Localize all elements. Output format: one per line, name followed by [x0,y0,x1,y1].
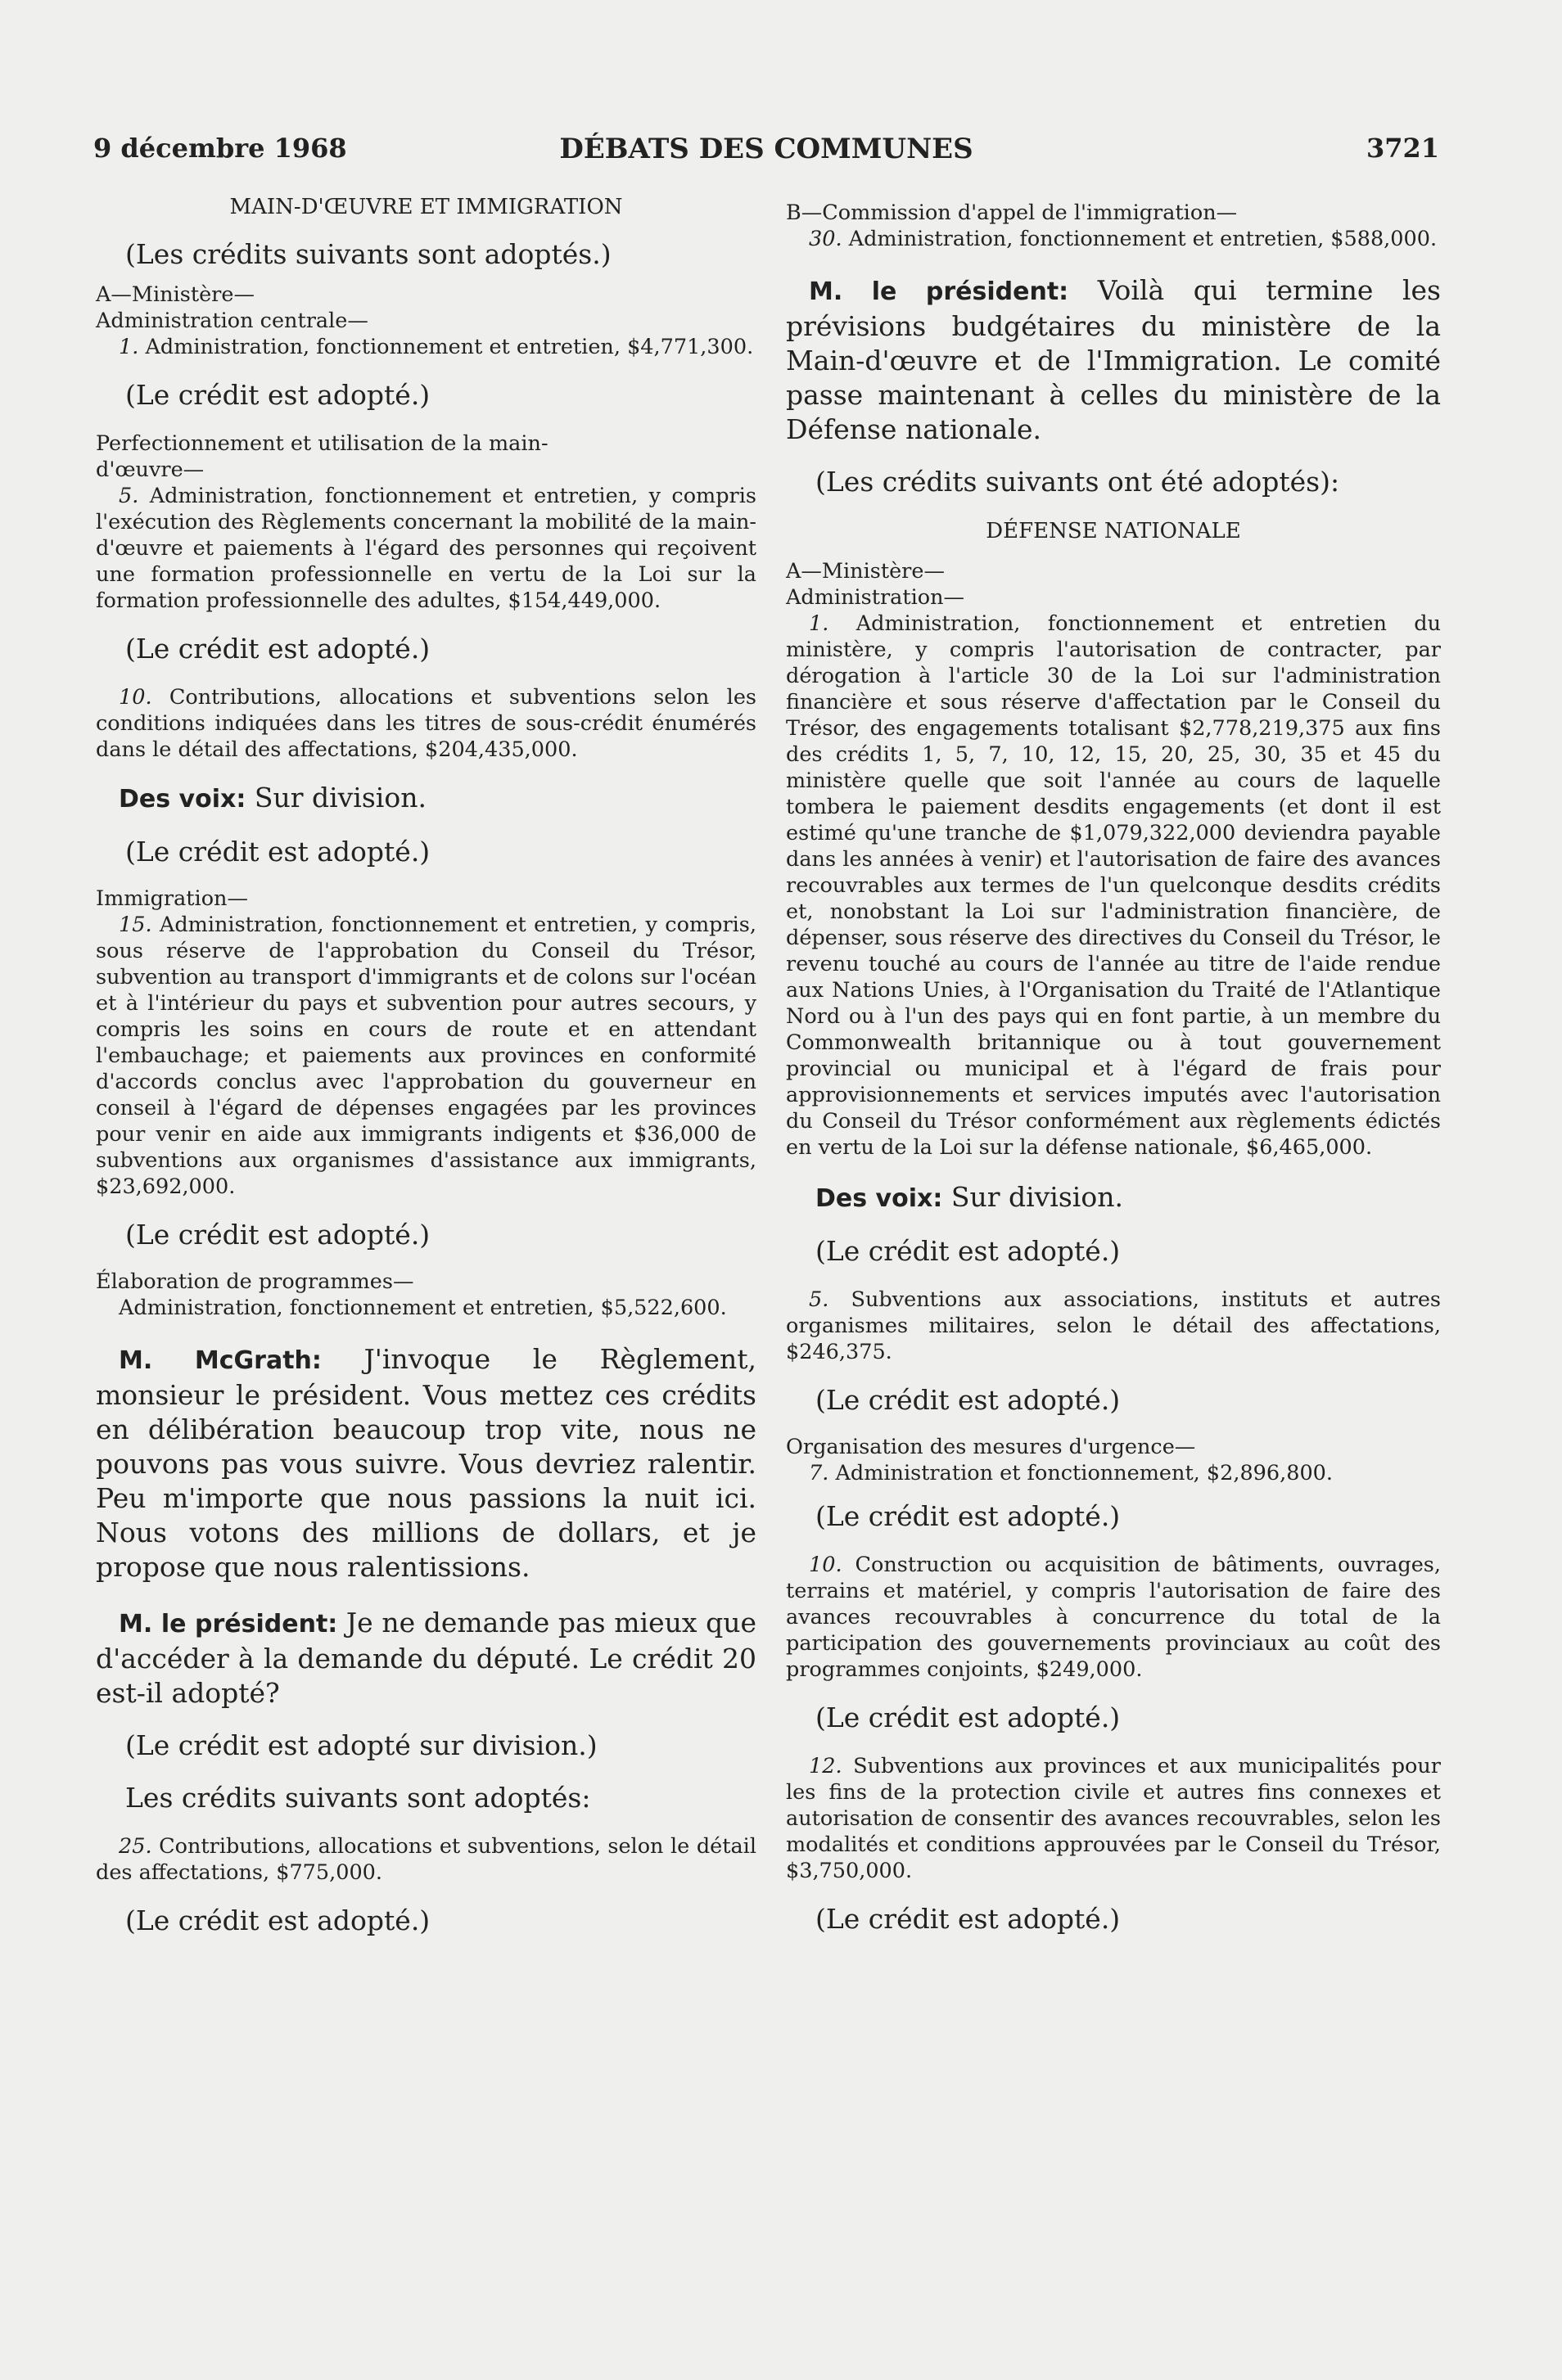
speech-text: J'invoque le Règlement, monsieur le président. Vous mettez ces crédits en délibération beaucoup trop vite, nous ne pouvons pas vous suivre. Vous devriez ralentir. Peu m'importe que nous passions la nuit ici. Nous votons des millions de dollars, et je propose que nous ralentissions. [96,1343,756,1583]
president-speech [96,1606,756,1711]
credit-adopted: (Le crédit est adopté.) [815,1384,1121,1416]
des-voix [786,1180,1441,1216]
perf-heading: Perfectionnement et utilisation de la main-d'œuvre— [96,431,549,482]
vote-text: Construction ou acquisition de bâtiments, ouvrages, terrains et matériel, y compris l'autorisation de faire des avances recouvrables à concurrence du total de la participation des gouvernements provinciaux au coût des programmes conjoints, $249,000. [786,1553,1441,1682]
vote-20: Administration, fonctionnement et entretien, $5,522,600. [119,1296,727,1320]
vote-number: 1. [809,611,829,636]
credit-adopted: (Le crédit est adopté.) [125,1219,431,1251]
vote-text: Administration, fonctionnement et entretien, $588,000. [842,227,1438,251]
a-ministere: A—Ministère— [786,559,945,584]
vote-text: Subventions aux associations, instituts et autres organismes militaires, selon le détail des affectations, $246,375. [786,1287,1441,1364]
vote-text: Contributions, allocations et subventions, selon le détail des affectations, $775,000. [96,1834,756,1885]
vote-number: 5. [809,1287,829,1312]
ont-ete-adoptes: (Les crédits suivants ont été adoptés): [815,466,1340,498]
right-column [786,195,1441,1936]
suivants-adoptes: Les crédits suivants sont adoptés: [125,1782,591,1814]
header-title: DÉBATS DES COMMUNES [559,133,973,165]
des-voix [96,781,756,817]
vote-text: Administration, fonctionnement et entretien du ministère, y compris l'autorisation de contracter, par dérogation à l'article 30 de la Loi sur l'administration financière et sous réserve d'affectation par le Conseil du Trésor, des engagements totalisant $2,778,219,375 aux fins des crédits 1, 5, 7, 10, 12, 15, 20, 25, 30, 35 et 45 du ministère quelle que soit l'année au cours de laquelle tombera le paiement desdits engagements (et dont il est estimé qu'une tranche de $1,079,322,000 deviendra payable dans les années à venir) et l'autorisation de faire des avances recouvrables aux termes de l'un quelconque desdits crédits et, nonobstant la Loi sur l'administration financière, de dépenser, sous réserve des directives du Conseil du Trésor, le revenu touché au cours de l'année au titre de l'aide rendue aux Nations Unies, à l'Organisation du Traité de l'Atlantique Nord ou à l'un des pays qui en font partie, à un membre du Commonwealth britannique ou à tout gouvernement provincial ou municipal et à l'égard de frais pour approvisionnements et services imputés avec l'autorisation du Conseil du Trésor conformément aux règlements édictés en vertu de la Loi sur la défense nationale, $6,465,000. [786,611,1441,1160]
speech-text: Sur division. [246,782,427,814]
immigration-heading: Immigration— [96,886,248,911]
a-ministere: A—Ministère— [96,282,255,307]
defense-heading: DÉFENSE NATIONALE [986,519,1241,543]
speaker-label: M. le président: [809,277,1069,306]
speaker-label: Des voix: [815,1184,943,1213]
speaker-label: M. McGrath: [119,1346,322,1375]
speech-text: Sur division. [942,1181,1123,1213]
vote-10 [786,1552,1441,1683]
vote-text: Administration, fonctionnement et entretien, $4,771,300. [138,335,754,359]
vote-number: 5. [119,484,139,508]
mcgrath-speech [96,1342,756,1584]
credit-adopted: (Le crédit est adopté.) [815,1903,1121,1935]
vote-10 [96,684,756,763]
vote-30 [786,226,1441,252]
header-date: 9 décembre 1968 [93,133,347,164]
admin-centrale: Administration centrale— [96,309,368,333]
vote-1 [786,611,1441,1161]
elab-heading: Élaboration de programmes— [96,1269,414,1294]
credit-adopted: (Le crédit est adopté.) [125,1904,431,1936]
vote-5 [96,483,756,614]
vote-text: Administration, fonctionnement et entretien, y compris l'exécution des Règlements concernant la mobilité de la main-d'œuvre et paiements à l'égard des personnes qui reçoivent une formation professionnelle en vertu de la Loi sur la formation professionnelle des adultes, $154,449,000. [96,484,756,613]
vote-text: Subventions aux provinces et aux municipalités pour les fins de la protection civile et autres fins connexes et autorisation de consentir des avances recouvrables, selon les modalités et conditions approuvées par le Conseil du Trésor, $3,750,000. [786,1754,1441,1883]
credit-adopted: (Le crédit est adopté.) [125,836,431,868]
vote-number: 1. [119,335,139,359]
left-column [96,195,756,1938]
credit-adopted-division: (Le crédit est adopté sur division.) [125,1729,598,1761]
vote-12 [786,1753,1441,1884]
page-number: 3721 [1366,133,1439,164]
speaker-label: Des voix: [119,785,246,814]
president-speech [786,273,1441,447]
vote-text: Contributions, allocations et subventions selon les conditions indiquées dans les titres de sous-crédit énumérés dans le détail des affectations, $204,435,000. [96,685,756,762]
vote-25 [96,1833,756,1886]
vote-text: Administration, fonctionnement et entretien, y compris, sous réserve de l'approbation du Conseil du Trésor, subvention au transport d'immigrants et de colons sur l'océan et à l'intérieur du pays et subvention pour autres secours, y compris les soins en cours de route et en attendant l'embauchage; et paiements aux provinces en conformité d'accords conclus avec l'approbation du gouverneur en conseil à l'égard de dépenses engagées par les provinces pour venir en aide aux immigrants indigents et $36,000 de subventions aux organismes d'assistance aux immigrants, $23,692,000. [96,913,756,1199]
vote-15 [96,912,756,1200]
credit-adopted: (Le crédit est adopté.) [815,1500,1121,1532]
administration-heading: Administration— [786,585,965,610]
vote-number: 25. [119,1834,152,1859]
speaker-label: M. le président: [119,1610,338,1639]
vote-number: 30. [809,227,842,251]
credit-adopted: (Le crédit est adopté.) [125,633,431,665]
vote-number: 15. [119,913,152,937]
speech-text: Je ne demande pas mieux que d'accéder à la demande du député. Le crédit 20 est-il adopté? [96,1607,756,1709]
credit-adopted: (Le crédit est adopté.) [815,1702,1121,1733]
vote-1 [96,334,756,360]
vote-7 [786,1460,1441,1486]
vote-number: 10. [119,685,152,710]
vote-number: 10. [809,1553,842,1577]
b-commission: B—Commission d'appel de l'immigration— [786,201,1238,225]
vote-5 [786,1287,1441,1365]
dept-heading: MAIN-D'ŒUVRE ET IMMIGRATION [229,195,623,219]
credit-adopted: (Le crédit est adopté.) [125,379,431,411]
speech-text: Voilà qui termine les prévisions budgétaires du ministère de la Main-d'œuvre et de l'Immigration. Le comité passe maintenant à celles du ministère de la Défense nationale. [786,274,1441,445]
adopted-intro: (Les crédits suivants sont adoptés.) [125,238,612,270]
credit-adopted: (Le crédit est adopté.) [815,1235,1121,1267]
org-heading: Organisation des mesures d'urgence— [786,1435,1196,1459]
vote-number: 7. [809,1461,829,1485]
page-header [93,133,1439,174]
vote-number: 12. [809,1754,842,1778]
vote-text: Administration et fonctionnement, $2,896,800. [828,1461,1334,1485]
